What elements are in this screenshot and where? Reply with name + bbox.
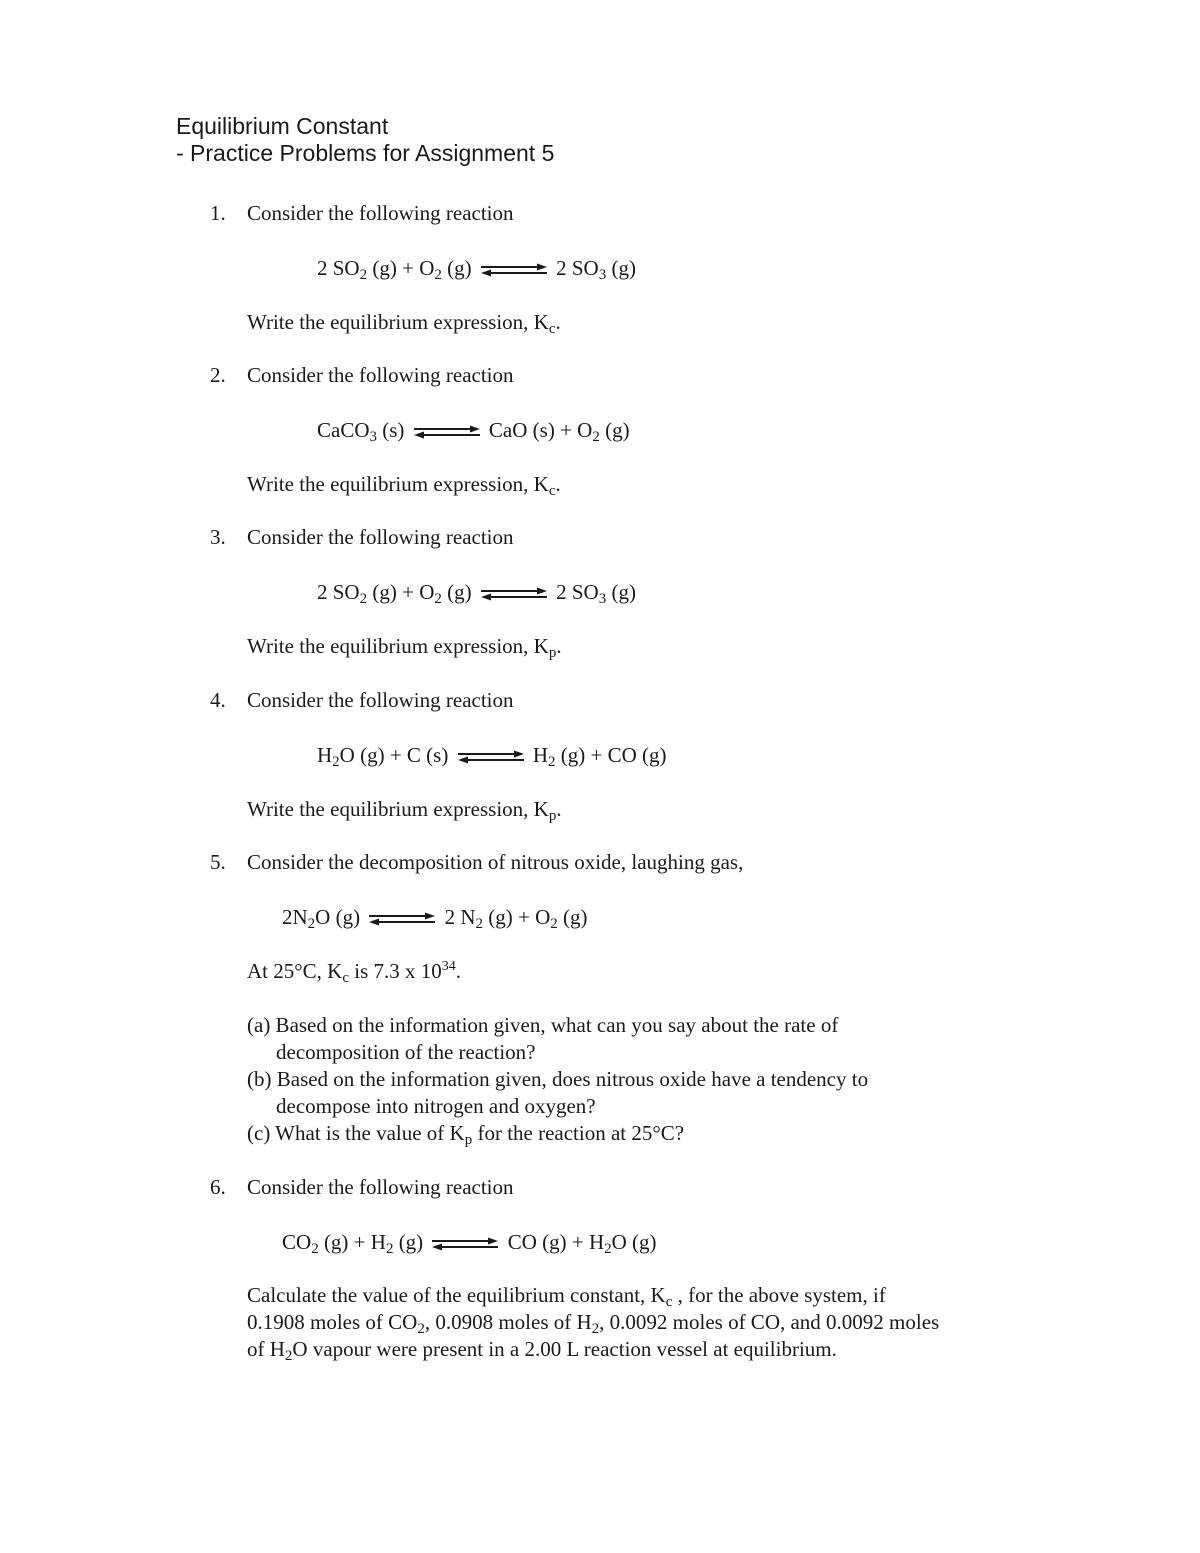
problem-4-number: 4. xyxy=(210,688,226,712)
problem-5-part-a-line-1: (a) Based on the information given, what can you say about the rate of xyxy=(247,1013,839,1037)
problem-5-prompt: Consider the decomposition of nitrous oxide, laughing gas, xyxy=(247,850,744,874)
problem-5-equation: $2N_2O$ (g) 2 $N_2$ $(g) + O_2$ (g) xyxy=(282,905,588,932)
problem-1-number: 1. xyxy=(210,201,226,225)
problem-5-part-a-line-2: decomposition of the reaction? xyxy=(276,1040,536,1064)
problem-6-equation: $CO_2$ $(g) + H_2$ (g) CO $(g) + H_2O$ (g) xyxy=(282,1230,657,1257)
problem-3-equation: 2 $SO_2$ $(g) + O_2$ (g) 2 $SO_3$ (g) xyxy=(317,580,636,607)
equilibrium-arrow-icon xyxy=(412,425,482,439)
equilibrium-arrow-icon xyxy=(479,263,549,277)
equilibrium-arrow-icon xyxy=(367,912,437,926)
problem-6-calc-line-1: Calculate the value of the equilibrium constant, $K_c$ , for the above system, if xyxy=(247,1283,886,1310)
problem-6-number: 6. xyxy=(210,1175,226,1199)
problem-2-equation: CaCO$_3$ (s) CaO $(s) + O_2$ (g) xyxy=(317,418,630,445)
problem-2-number: 2. xyxy=(210,363,226,387)
problem-4-task: Write the equilibrium expression, $K_p$. xyxy=(247,797,562,824)
problem-3-task: Write the equilibrium expression, $K_p$. xyxy=(247,634,562,661)
problem-1-equation: 2 $SO_2$ $(g) + O_2$ (g) 2 $SO_3$ (g) xyxy=(317,256,636,283)
problem-5-number: 5. xyxy=(210,850,226,874)
page-subtitle: - Practice Problems for Assignment 5 xyxy=(176,140,555,166)
problem-5-part-b-line-1: (b) Based on the information given, does nitrous oxide have a tendency to xyxy=(247,1067,869,1091)
problem-3-number: 3. xyxy=(210,525,226,549)
problem-5-part-c: (c) What is the value of $K_p$ for the reaction at 25°C? xyxy=(247,1121,685,1148)
problem-2-task: Write the equilibrium expression, $K_c$. xyxy=(247,472,561,499)
problem-6-prompt: Consider the following reaction xyxy=(247,1175,514,1199)
equilibrium-arrow-icon xyxy=(456,750,526,764)
problem-1-prompt: Consider the following reaction xyxy=(247,201,514,225)
equilibrium-arrow-icon xyxy=(479,587,549,601)
problem-5-part-b-line-2: decompose into nitrogen and oxygen? xyxy=(276,1094,596,1118)
problem-6-calc-line-3: of $H_2O$ vapour were present in a 2.00 L reaction vessel at equilibrium. xyxy=(247,1337,837,1364)
problem-4-equation: $H_2O$ (g) + C (s) $H_2$ (g) + CO (g) xyxy=(317,743,667,770)
problem-5-given: At 25°C, $K_c$ is 7.3 x $10^{34}$. xyxy=(247,959,462,986)
problem-6-calc-line-2: 0.1908 moles of $CO_2$, 0.0908 moles of $H_2$, 0.0092 moles of CO, and 0.0092 moles xyxy=(247,1310,940,1337)
page-title: Equilibrium Constant xyxy=(176,113,389,139)
problem-4-prompt: Consider the following reaction xyxy=(247,688,514,712)
problem-2-prompt: Consider the following reaction xyxy=(247,363,514,387)
problem-1-task: Write the equilibrium expression, $K_c$. xyxy=(247,310,561,337)
equilibrium-arrow-icon xyxy=(430,1237,500,1251)
problem-3-prompt: Consider the following reaction xyxy=(247,525,514,549)
